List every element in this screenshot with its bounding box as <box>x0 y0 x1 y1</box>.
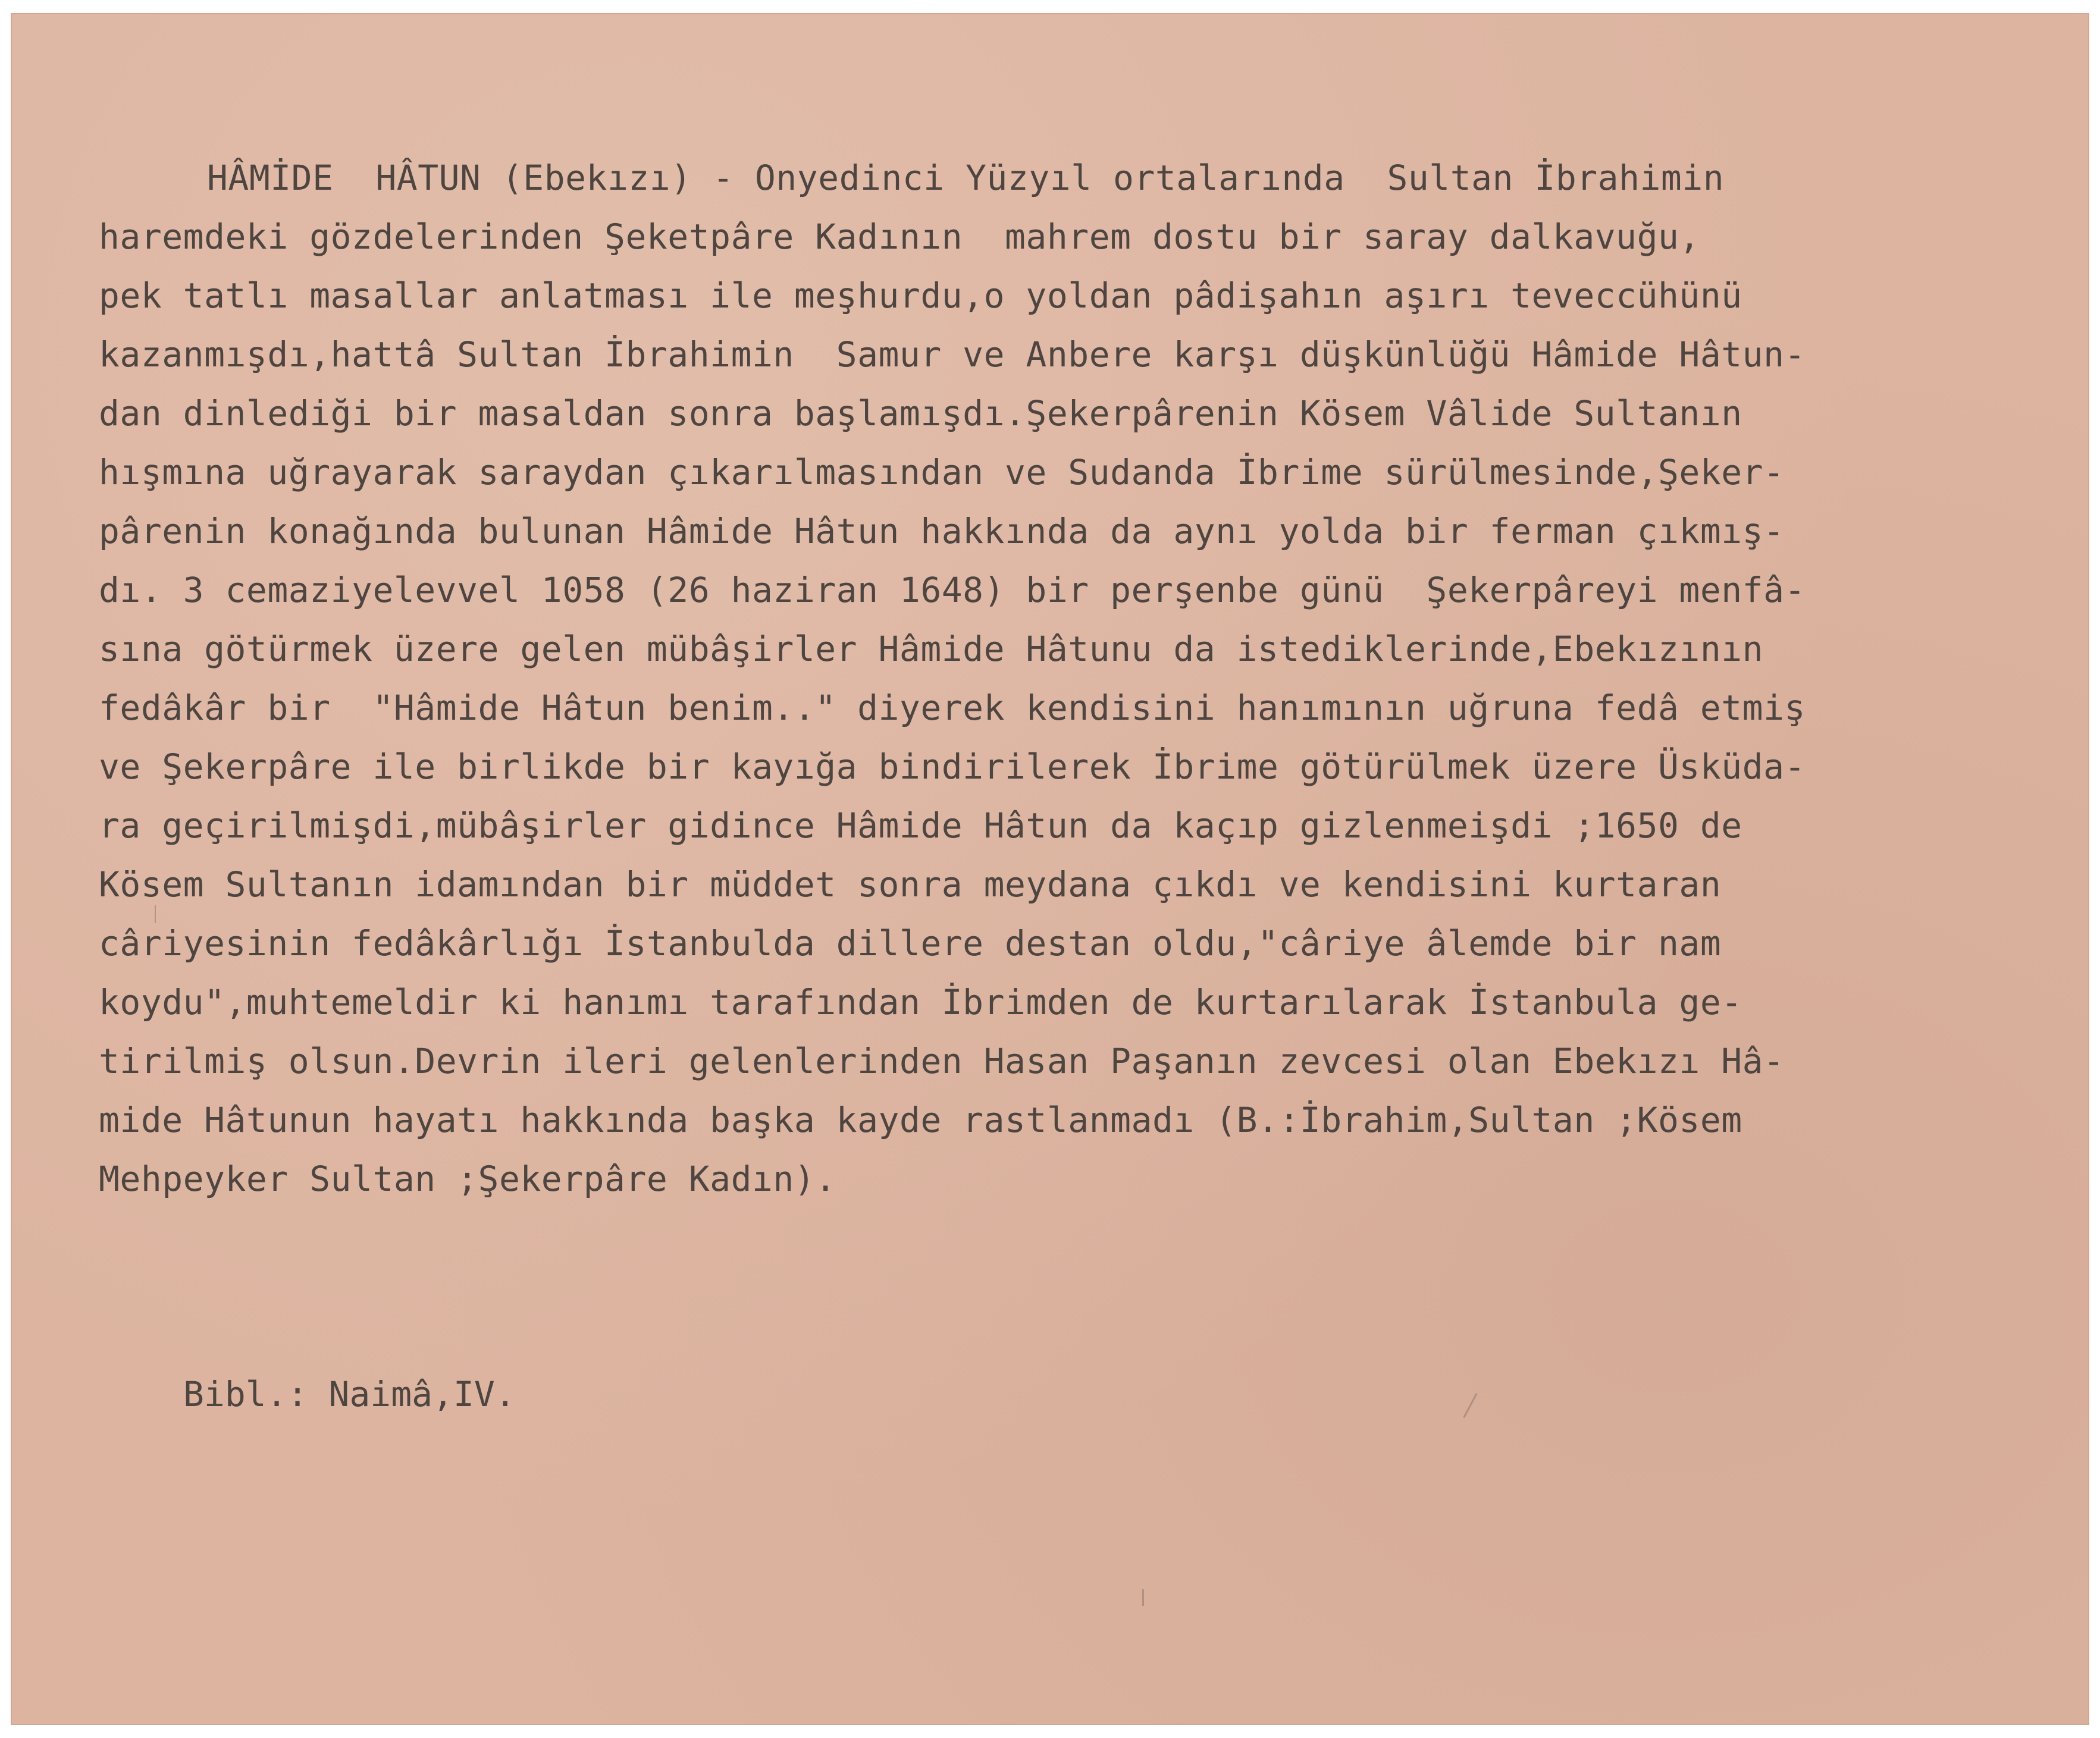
entry-line: câriyesinin fedâkârlığı İstanbulda dillere destan oldu,"câriye âlemde bir nam <box>99 923 1722 964</box>
entry-line: Mehpeyker Sultan ;Şekerpâre Kadın). <box>99 1159 836 1199</box>
entry-text <box>99 149 2074 1209</box>
stray-mark <box>155 905 156 923</box>
entry-line: hışmına uğrayarak saraydan çıkarılmasından ve Sudanda İbrime sürülmesinde,Şeker- <box>99 452 1785 492</box>
entry-line: pârenin konağında bulunan Hâmide Hâtun hakkında da aynı yolda bir ferman çıkmış- <box>99 511 1785 551</box>
index-card <box>11 13 2089 1725</box>
entry-line: Kösem Sultanın idamından bir müddet sonra meydana çıkdı ve kendisini kurtaran <box>99 864 1722 905</box>
entry-line: kazanmışdı,hattâ Sultan İbrahimin Samur ve Anbere karşı düşkünlüğü Hâmide Hâtun- <box>99 334 1806 375</box>
entry-line: sına götürmek üzere gelen mübâşirler Hâmide Hâtunu da istediklerinde,Ebekızının <box>99 629 1764 669</box>
entry-line: pek tatlı masallar anlatması ile meşhurdu,o yoldan pâdişahın aşırı teveccühünü <box>99 275 1742 316</box>
stray-mark <box>1463 1393 1477 1418</box>
entry-line: koydu",muhtemeldir ki hanımı tarafından İbrimden de kurtarılarak İstanbula ge- <box>99 982 1742 1022</box>
entry-line: ra geçirilmişdi,mübâşirler gidince Hâmide Hâtun da kaçıp gizlenmeişdi ;1650 de <box>99 805 1742 846</box>
entry-line: ve Şekerpâre ile birlikde bir kayığa bindirilerek İbrime götürülmek üzere Üsküda- <box>99 746 1806 787</box>
entry-line: haremdeki gözdelerinden Şeketpâre Kadının mahrem dostu bir saray dalkavuğu, <box>99 217 1700 257</box>
entry-line: dı. 3 cemaziyelevvel 1058 (26 haziran 1648) bir perşenbe günü Şekerpâreyi menfâ- <box>99 570 1806 610</box>
entry-line: HÂMİDE HÂTUN (Ebekızı) - Onyedinci Yüzyıl ortalarında Sultan İbrahimin <box>207 158 1725 198</box>
entry-line: mide Hâtunun hayatı hakkında başka kayde rastlanmadı (B.:İbrahim,Sultan ;Kösem <box>99 1100 1742 1140</box>
stray-mark <box>1142 1589 1144 1606</box>
entry-line: tirilmiş olsun.Devrin ileri gelenlerinden Hasan Paşanın zevcesi olan Ebekızı Hâ- <box>99 1041 1785 1081</box>
bibliography: Bibl.: Naimâ,IV. <box>183 1374 516 1414</box>
entry-line: fedâkâr bir "Hâmide Hâtun benim.." diyerek kendisini hanımının uğruna fedâ etmiş <box>99 688 1806 728</box>
entry-line: dan dinlediği bir masaldan sonra başlamışdı.Şekerpârenin Kösem Vâlide Sultanın <box>99 393 1742 434</box>
